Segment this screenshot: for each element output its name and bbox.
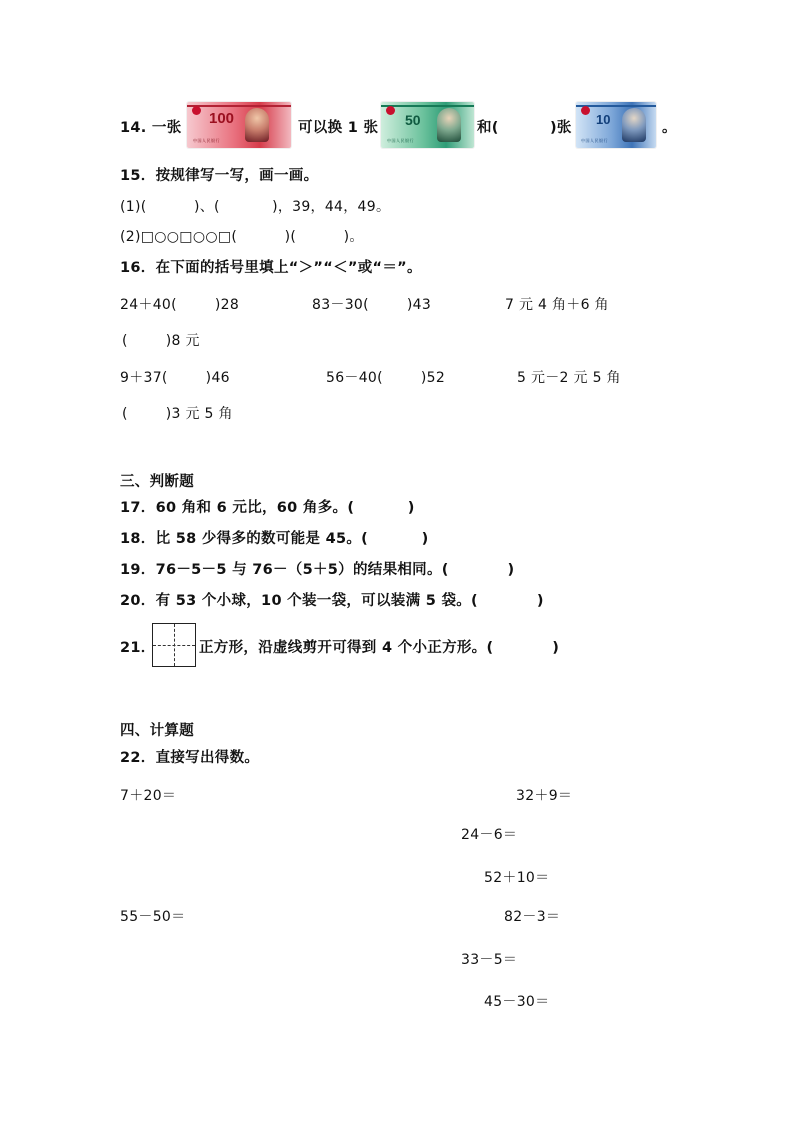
q16-item-2[interactable]: 83－30( )43	[312, 297, 432, 313]
note-10-value: 10	[596, 112, 611, 127]
calc-item[interactable]: 45－30＝	[484, 994, 550, 1010]
q15-line-1[interactable]: (1)( )、( )，39，44，49。	[120, 199, 391, 215]
section-4-title: 四、计算题	[120, 723, 194, 739]
note-100-text: 中国人民银行	[193, 138, 220, 143]
q14-unit-text: )张	[550, 120, 572, 136]
q19[interactable]: 19．76－5－5 与 76－（5＋5）的结果相同。( )	[120, 562, 515, 578]
note-50-text: 中国人民银行	[387, 138, 414, 143]
calc-item[interactable]: 82－3＝	[504, 909, 561, 925]
q16-item-3: 7 元 4 角＋6 角	[505, 297, 609, 313]
calc-item[interactable]: 33－5＝	[461, 952, 518, 968]
calc-item[interactable]: 55－50＝	[120, 909, 186, 925]
q21-text[interactable]: 正方形，沿虚线剪开可得到 4 个小正方形。( )	[199, 640, 560, 656]
calc-item[interactable]: 52＋10＝	[484, 870, 550, 886]
q22-title: 22．直接写出得数。	[120, 750, 260, 766]
q15-title: 15．按规律写一写，画一画。	[120, 168, 319, 184]
dashed-square-figure	[152, 623, 196, 667]
q14-end-period: 。	[662, 120, 677, 136]
calc-item[interactable]: 32＋9＝	[516, 788, 573, 804]
banknote-50-yuan-image	[381, 102, 474, 148]
note-50-value: 50	[405, 112, 421, 128]
q16-item-3-answer[interactable]: ( )8 元	[122, 333, 200, 349]
q20[interactable]: 20．有 53 个小球，10 个装一袋，可以装满 5 袋。( )	[120, 593, 544, 609]
q14-prefix: 14. 一张	[120, 120, 182, 136]
note-100-value: 100	[209, 110, 235, 127]
q16-item-1[interactable]: 24＋40( )28	[120, 297, 240, 313]
q16-item-6: 5 元－2 元 5 角	[517, 370, 621, 386]
calc-item[interactable]: 24－6＝	[461, 827, 518, 843]
section-3-title: 三、判断题	[120, 474, 194, 490]
q16-item-4[interactable]: 9＋37( )46	[120, 370, 230, 386]
q17[interactable]: 17．60 角和 6 元比，60 角多。( )	[120, 500, 415, 516]
note-10-text: 中国人民银行	[581, 138, 608, 143]
q14-exchange-text: 可以换 1 张	[298, 120, 379, 136]
banknote-100-yuan-image	[187, 102, 291, 148]
q16-title: 16．在下面的括号里填上“＞”“＜”或“＝”。	[120, 260, 422, 276]
q14-and-text: 和(	[477, 120, 499, 136]
q16-item-5[interactable]: 56－40( )52	[326, 370, 446, 386]
q16-item-6-answer[interactable]: ( )3 元 5 角	[122, 406, 233, 422]
q21-number: 21．	[120, 640, 156, 656]
q15-line-2[interactable]: (2)□○○□○○□( )( )。	[120, 229, 364, 245]
q18[interactable]: 18．比 58 少得多的数可能是 45。( )	[120, 531, 429, 547]
banknote-10-yuan-image	[576, 102, 656, 148]
calc-item[interactable]: 7＋20＝	[120, 788, 177, 804]
